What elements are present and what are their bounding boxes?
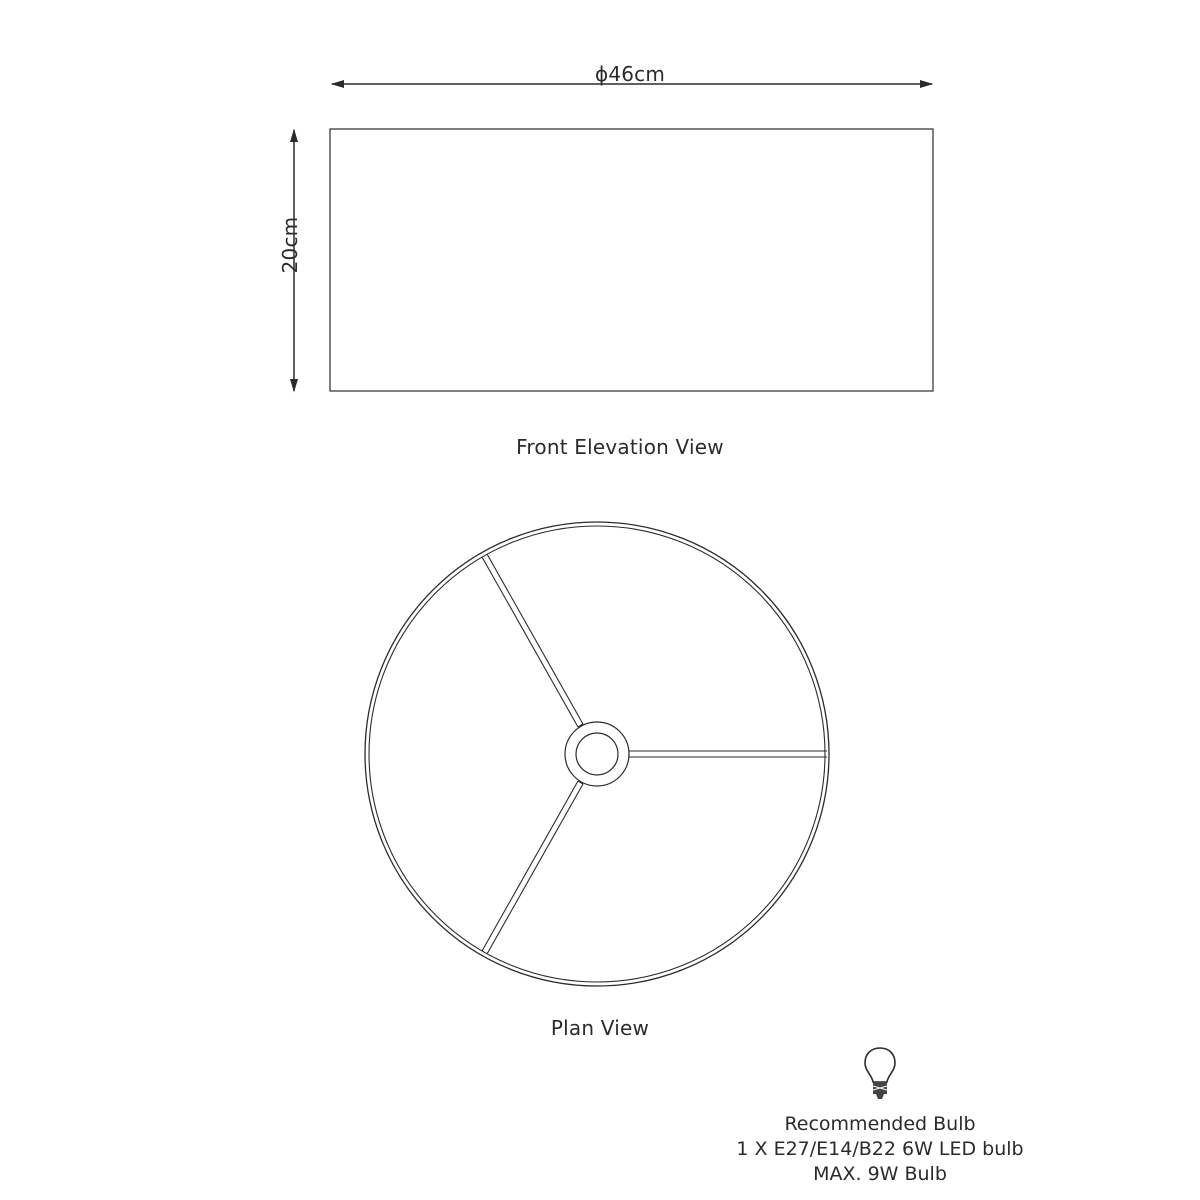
bulb-spec: 1 X E27/E14/B22 6W LED bulb [736,1138,1024,1160]
light-bulb-icon [863,1046,897,1102]
shade-outer-ring [365,522,829,986]
plan-view [365,522,829,986]
spoke-upper-left [482,554,583,727]
recommended-bulb-panel [700,1046,1060,1187]
fitting-inner-ring [576,733,618,775]
plan-view-caption: Plan View [550,1016,650,1040]
front-elevation-outline [330,129,933,391]
height-label: 20cm [278,216,302,274]
bulb-max: MAX. 9W Bulb [813,1163,947,1185]
shade-inner-ring [369,526,825,982]
front-elevation-caption: Front Elevation View [516,435,724,459]
spoke-right [629,751,827,757]
bulb-title: Recommended Bulb [784,1113,976,1135]
fitting-outer-ring [565,722,629,786]
diameter-label: ϕ46cm [594,62,666,86]
spoke-lower-left [482,781,583,954]
